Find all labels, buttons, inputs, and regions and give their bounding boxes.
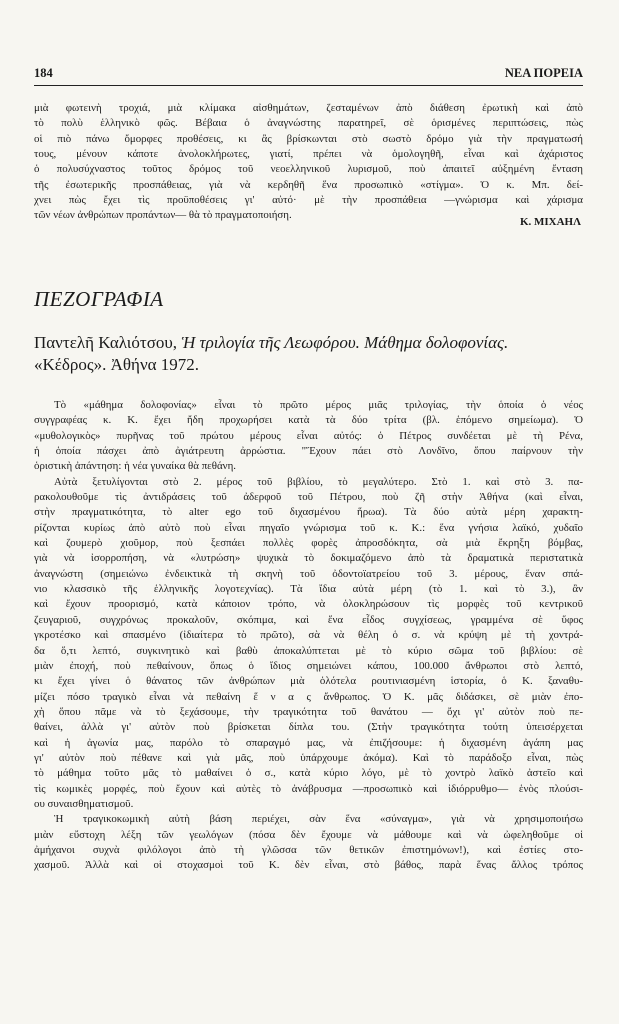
journal-title: ΝΕΑ ΠΟΡΕΙΑ — [504, 66, 583, 80]
text-line: ρακολουθοῦμε τὶς ἀντιδράσεις τοῦ ἀδερφοῦ τοῦ Πέτρου, ποὺ ζῆ στὴν Ἀθήνα (καὶ εἶναι, — [34, 491, 583, 504]
review-heading — [34, 332, 583, 376]
text-line: μιὰ φωτεινὴ τροχιά, μιὰ κλίμακα αἰσθημάτων, ζεσταμένων ἀπὸ διάθεση ἐρωτικὴ καὶ ἀπὸ — [34, 102, 583, 114]
text-line: καὶ ἔχουν προορισμό, κατὰ κάποιον τρόπο, νὰ ὁλοκληρώσουν τὶς μορφὲς τοῦ κεντρικοῦ — [34, 598, 583, 611]
text-line: ζευγαριοῦ, συγχρόνως προκαλοῦν, σκόπιμα, καὶ ἕνα εἶδος συγχίσεως, γραμμένα σὲ ὕφος — [34, 613, 583, 626]
text-line: Αὐτὰ ξετυλίγονται στὸ 2. μέρος τοῦ βιβλίου, τὸ μεγαλύτερο. Στὸ 1. καὶ στὸ 3. πα- — [54, 475, 583, 488]
text-line: καὶ ἡ ἀγωνία μας, παρόλο τὸ σπαραγμό μας, νὰ ἐπιζήσουμε: ἡ διχασμένη ἀγάπη μας — [34, 736, 583, 749]
text-line: δα ὅ,τι λεπτό, συγκινητικὸ καὶ βαθὺ ἀποκαλύπτεται μὲ τὸ κύριο σῶμα τοῦ βιβλίου: σὲ — [34, 644, 583, 657]
section-title: ΠΕΖΟΓΡΑΦΙΑ — [34, 287, 164, 311]
text-line: Ἡ τραγικοκωμικὴ αὐτὴ βάση περιέχει, σὰν ἕνα «σύναγμα», γιὰ νὰ χρησιμοποιήσω — [54, 813, 583, 826]
header-rule — [34, 85, 583, 86]
text-line: χὴ ὅπου πᾶμε νὰ τὸ ξεχάσουμε, τὴν τραγικότητα τοῦ θανάτου — ὄχι γι' αὐτὸν ποὺ πε- — [34, 705, 583, 718]
text-line: τους, μένουν κάποτε ἀνολοκλήρωτες, γιατί, πρέπει νὰ ὁμολογηθῆ, εἶναι καὶ ἀχάριστος — [34, 148, 583, 161]
reviewer-signature: Κ. ΜΙΧΑΗΛ — [519, 216, 581, 228]
book-title: Ἡ τριλογία τῆς Λεωφόρου. Μάθημα δολοφονίας. — [181, 333, 509, 352]
text-line: ἡ ὁποία πάσχει ἀπὸ ἀγιάτρευτη ἀρρώστια. "Ἔχουν πάει στὸ Λονδῖνο, ὅπου παίρνουν τὴν — [34, 445, 583, 458]
review-body — [34, 398, 583, 874]
text-line: τὸ πολὺ ἑλληνικὸ φῶς. Βέβαια ὁ ἀναγνώστης παρατηρεῖ, σὲ ὁρισμένες περιπτώσεις, πὼς — [34, 117, 583, 130]
text-line: τὶς κωμικὲς μορφές, ποὺ ἔχουν καὶ αὐτὲς τὸ ἀνάβρυσμα —προσωπικὸ καὶ ἰδιόρρυθμο— ἑνὸς πλούσι- — [34, 782, 583, 795]
text-line: ἀναγνώστη (σημειώνω ἐνδεικτικὰ τὴ σκηνὴ τοῦ ὀδοντοϊατρείου τοῦ 3. μέρους, ἕναν σπά- — [34, 567, 583, 580]
text-line: τὸ μάθημα τοῦτο μᾶς τὸ μαθαίνει ὁ σ., κατὰ κύριο λόγο, μὲ τὸ χοντρὸ λαϊκὸ ἀστεῖο καὶ — [34, 767, 583, 780]
text-line: ἀμήχανοι συχνὰ φιλόλογοι ἀπὸ τὴ γλῶσσα τῶν θετικῶν ἐπιστημόνων!), καὶ ἐστίες στο- — [34, 843, 583, 856]
book-author: Παντελῆ Καλιότσου, — [34, 333, 178, 352]
text-line: τῆς ἐσωτερικῆς προσπάθειας, γιὰ νὰ κερδηθῆ ἕνα προσωπικὸ «στίγμα». Ὁ κ. Μπ. δεί- — [34, 178, 583, 191]
text-line: ου συναισθηματισμοῦ. — [34, 797, 134, 810]
page-number: 184 — [34, 66, 53, 80]
text-line: μίζει πόσο τραγικὸ εἶναι νὰ πεθαίνη ἕ ν α ς ἄνθρωπος. Ὁ Κ. μᾶς διδάσκει, σὲ μιὰν ἐπο- — [34, 690, 583, 703]
text-line: οἱ πιὸ πάνω ὄμορφες προθέσεις, κι ἂς βρίσκωνται στὸ σωστὸ δρόμο γιὰ τὴν πραγματωσή — [34, 132, 583, 145]
text-line: γι' αὐτὸν ποὺ πέθανε καὶ γιὰ μᾶς, ποὺ ὑπάρχουμε ἀκόμα). Καὶ τὸ παράδοξο εἶναι, πὼς — [34, 751, 583, 764]
page-header — [34, 66, 583, 81]
intro-paragraph — [34, 101, 583, 224]
book-publisher: «Κέδρος». Ἀθήνα 1972. — [34, 355, 200, 374]
text-line: ὁριστικὴ ἀπάντηση: ἡ νέα γυναίκα θὰ πεθάνη. — [34, 460, 237, 473]
text-line: θαίνει, ἀλλὰ γι' αὐτὸν ποὺ βρίσκεται δίπλα του. (Στὴν τραγικότητα τούτη ὑπεισέρχεται — [34, 721, 583, 734]
text-line: γκροτέσκο καὶ σπασμένο (ἰδιαίτερα τὸ πρῶτο), σὰ νὰ θέλη ὁ σ. νὰ κρύψη μὲ τὴ χοντρά- — [34, 629, 583, 642]
text-line: μιὰν ἐποχή, ποὺ πεθαίνουν, ὅπως ὁ ἴδιος σημειώνει κάπου, 100.000 ἄνθρωποι στὸ λεπτό, — [34, 659, 583, 672]
text-line: χνει πὼς ἔχει τὶς προϋποθέσεις γι' αὐτό· μὲ τὴν προσπάθεια —γνώρισμα καὶ χάρισμα — [34, 194, 583, 207]
text-line: γιὰ νὰ ἰσορροπήση, νὰ «λυτρώση» ψυχικὰ τὸ δοκιμαζόμενο ἀπὸ τὰ δραματικὰ περιστατικὰ — [34, 552, 583, 565]
text-line: ρίζονται κυρίως ἀπὸ αὐτὸ ποὺ εἶναι πηγαῖο γνώρισμα τοῦ κ. Κ.: ἕνα γνήσια λαϊκό, χυδαῖο — [34, 521, 583, 534]
text-line: «μυθολογικὸς» πυρῆνας τοῦ πρώτου μέρους εἶναι αὐτός: ὁ Πέτρος συνδέεται μὲ τὴ Ρένα, — [34, 429, 583, 442]
text-line: νιο κλασσικὸ τῆς ἑλληνικῆς λογοτεχνίας). Τὰ ἴδια αὐτὰ μέρη (τὸ 1. καὶ τὸ 3.), ἂν — [34, 583, 583, 596]
text-line: κι ἔχει γίνει ὁ θάνατος τῶν ἀνθρώπων μιὰ ὁλότελα ρουτινιασμένη ἱστορία, ὁ Κ. ξαναθυ- — [34, 675, 583, 688]
text-line: Τὸ «μάθημα δολοφονίας» εἶναι τὸ πρῶτο μέρος μιᾶς τριλογίας, τὴν ὁποία ὁ νέος — [54, 399, 583, 411]
text-line: χασμοῦ. Ἀλλὰ καὶ οἱ στοχασμοὶ τοῦ Κ. δὲν εἶναι, στὸ βάθος, παρὰ ἕνας ἄλλος τρόπος — [34, 859, 583, 872]
text-line: καὶ ζουμερὸ χιοῦμορ, ποὺ ξεσπάει πολλὲς φορὲς ἀπροσδόκητα, σὰ μιὰ ἔκρηξη βόμβας, — [34, 537, 583, 550]
text-line: στὴν πραγματικότητα, τὸ alter ego τοῦ διχασμένου ἥρωα). Τὰ δύο αὐτὰ μέρη χαρακτη- — [34, 506, 583, 519]
text-line: μιὰν εὔστοχη λέξη τῶν γεωλόγων (πόσα δὲν ἔχουμε νὰ μάθουμε καὶ νὰ ὠφεληθοῦμε οἱ — [34, 828, 583, 841]
text-line: ὁ πολυσύχναστος τοῦτος δρόμος τοῦ νεοελληνικοῦ λυρισμοῦ, ποὺ ἀπαιτεῖ αὐξημένη ἔνταση — [34, 163, 583, 176]
text-line: τῶν νέων ἀνθρώπων προπάντων— θὰ τὸ πραγματοποιήση. — [34, 209, 292, 222]
text-line: συγγραφέας κ. Κ. ἔχει ἤδη προχωρήσει κατὰ τὰ δύο τρίτα (βλ. ἑπόμενο σημείωμα). Ὁ — [34, 414, 583, 427]
